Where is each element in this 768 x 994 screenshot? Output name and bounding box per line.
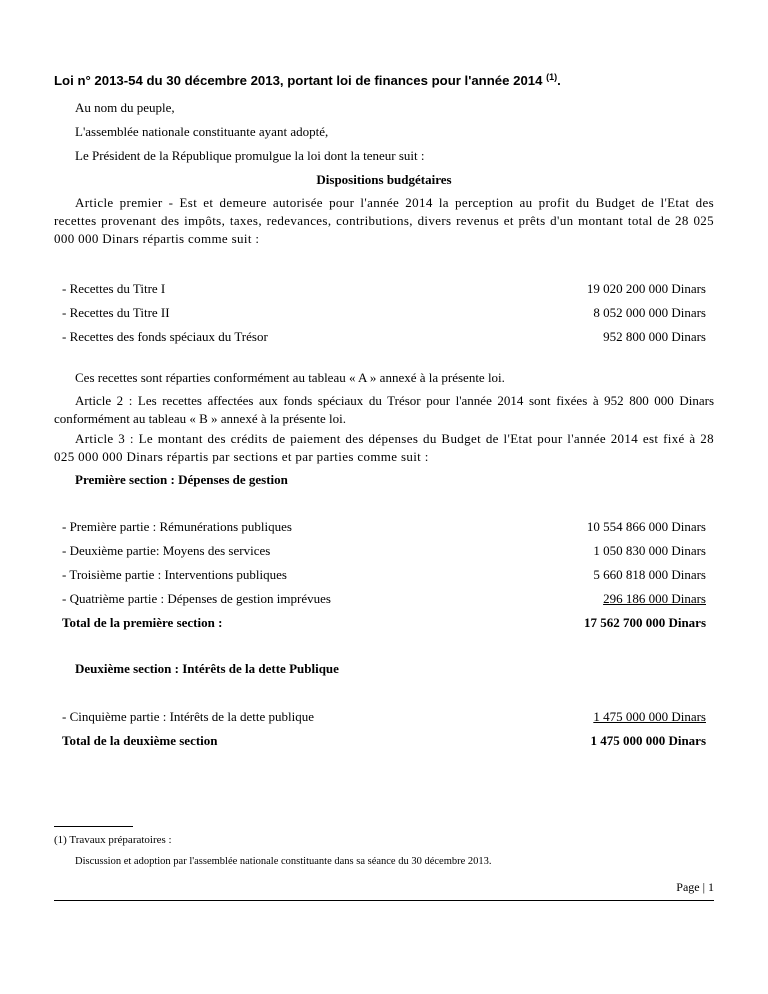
law-title: Loi n° 2013-54 du 30 décembre 2013, portant loi de finances pour l'année 2014 $^{(1)}$.: [54, 72, 561, 88]
recette-label-1: - Recettes du Titre I: [62, 281, 166, 296]
footnote-text: Discussion et adoption par l'assemblée nationale constituante dans sa séance du 30 décembre 2013.: [75, 856, 492, 867]
intro-line-3: Le Président de la République promulgue la loi dont la teneur suit :: [75, 148, 425, 163]
section2-total-label: Total de la deuxième section: [62, 733, 218, 748]
page-bottom-rule: [54, 900, 714, 901]
intro-line-1: Au nom du peuple,: [75, 100, 175, 115]
section1-row-label-2: - Deuxième partie: Moyens des services: [62, 543, 271, 558]
article-1: Article premier - Est et demeure autorisée pour l'année 2014 la perception au profit du Budget de l'Etat des recettes provenant des impôts, taxes, redevances, contributions, divers revenus et prêts d'un montant total de 28 025 000 000 Dinars répartis comme suit :: [54, 195, 714, 246]
section2-row-value-1: 1 475 000 000 Dinars: [593, 709, 706, 724]
section1-row-value-4: 296 186 000 Dinars: [603, 591, 706, 606]
recette-value-2: 8 052 000 000 Dinars: [593, 305, 706, 320]
page-number: Page | 1: [676, 880, 714, 894]
recettes-note: Ces recettes sont réparties conformément au tableau « A » annexé à la présente loi.: [75, 370, 505, 385]
article-2: Article 2 : Les recettes affectées aux fonds spéciaux du Trésor pour l'année 2014 sont fixées à 952 800 000 Dinars conformément au tableau « B » annexé à la présente loi.: [54, 393, 714, 426]
recette-label-2: - Recettes du Titre II: [62, 305, 170, 320]
section2-heading: Deuxième section : Intérêts de la dette Publique: [75, 661, 339, 676]
footnote-marker: (1) Travaux préparatoires :: [54, 834, 172, 846]
section1-total-label: Total de la première section :: [62, 615, 223, 630]
section2-row-label-1: - Cinquième partie : Intérêts de la dette publique: [62, 709, 314, 724]
section1-row-value-1: 10 554 866 000 Dinars: [586, 519, 706, 534]
section1-row-label-4: - Quatrième partie : Dépenses de gestion imprévues: [62, 591, 331, 606]
section1-row-label-3: - Troisième partie : Interventions publiques: [62, 567, 287, 582]
recette-value-1: 19 020 200 000 Dinars: [586, 281, 706, 296]
section1-heading: Première section : Dépenses de gestion: [75, 472, 288, 487]
section1-row-value-2: 1 050 830 000 Dinars: [593, 543, 706, 558]
intro-line-2: L'assemblée nationale constituante ayant adopté,: [75, 124, 329, 139]
section-heading: Dispositions budgétaires: [316, 172, 452, 187]
recette-value-3: 952 800 000 Dinars: [603, 329, 706, 344]
article-3: Article 3 : Le montant des crédits de paiement des dépenses du Budget de l'Etat pour l'année 2014 est fixé à 28 025 000 000 Dinars répartis par sections et par parties comme suit :: [54, 431, 714, 464]
recette-label-3: - Recettes des fonds spéciaux du Trésor: [62, 329, 268, 344]
section2-total-value: 1 475 000 000 Dinars: [590, 733, 706, 748]
section1-row-label-1: - Première partie : Rémunérations publiques: [62, 519, 292, 534]
section1-total-value: 17 562 700 000 Dinars: [583, 615, 706, 630]
footnote-ref[interactable]: (1): [546, 72, 558, 82]
law-title-text: Loi n° 2013-54 du 30 décembre 2013, portant loi de finances pour l'année 2014: [54, 73, 543, 88]
footnote-separator: [54, 826, 133, 827]
section1-row-value-3: 5 660 818 000 Dinars: [593, 567, 706, 582]
